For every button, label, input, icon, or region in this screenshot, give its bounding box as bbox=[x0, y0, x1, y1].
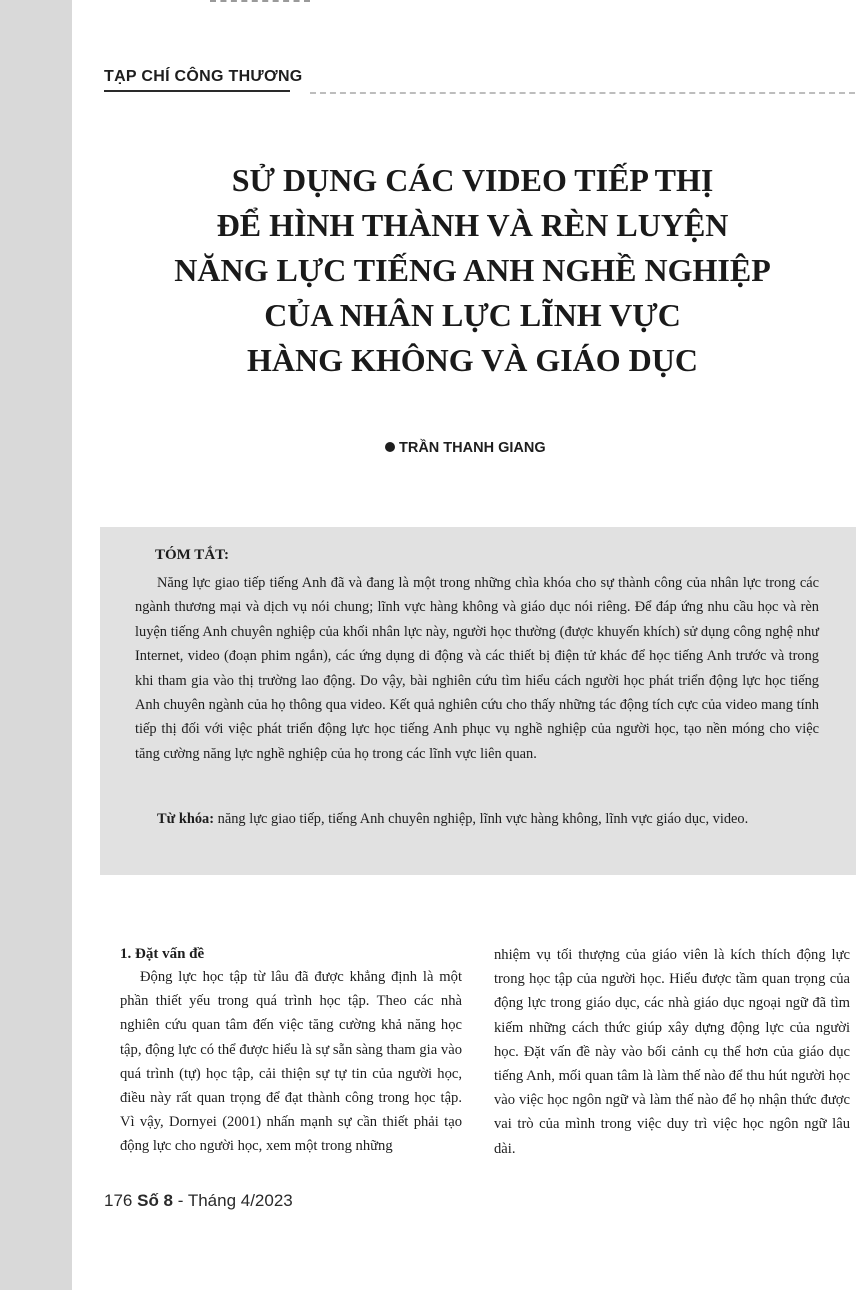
issue-date: Tháng 4/2023 bbox=[187, 1191, 293, 1210]
body-column-right: nhiệm vụ tối thượng của giáo viên là kích thích động lực trong học tập của người học. Hiểu được tầm quan trọng của động lực trong giáo dục, các nhà giáo dục ngoại ngữ đã tìm kiếm những cách thức giúp xây dựng động lực của người học. Đặt vấn đề này vào bối cảnh cụ thể hơn của giáo dục tiếng Anh, mối quan tâm là làm thế nào để thu hút người học vào việc học ngôn ngữ và làm thế nào để họ nhận thức được vai trò của mình trong việc duy trì việc học ngôn ngữ lâu dài. bbox=[494, 947, 850, 1157]
footer-separator: - bbox=[173, 1191, 188, 1210]
keywords-paragraph bbox=[135, 807, 819, 831]
keywords-label: Từ khóa: bbox=[157, 811, 215, 827]
title-line: SỬ DỤNG CÁC VIDEO TIẾP THỊ bbox=[231, 162, 714, 198]
article-title bbox=[120, 158, 825, 383]
abstract-text: Năng lực giao tiếp tiếng Anh đã và đang là một trong những chìa khóa cho sự thành công của nhân lực trong các ngành thương mại và dịch vụ nói chung; lĩnh vực hàng không và giáo dục nói riêng. Để đáp ứng nhu cầu học và rèn luyện tiếng Anh chuyên nghiệp của khối nhân lực này, người học thường (được khuyến khích) sử dụng công nghệ như Internet, video (đoạn phim ngắn), các ứng dụng di động và các thiết bị điện tử khác để học tiếng Anh trước và trong khi tham gia vào thị trường lao động. Do vậy, bài nghiên cứu tìm hiểu cách người học phát triển động lực học tiếng Anh chuyên ngành của họ thông qua video. Kết quả nghiên cứu cho thấy những tác động tích cực của video mang tính tiếp thị đối với việc phát triển động lực học tiếng Anh phục vụ nghề nghiệp của người học, tạo nền móng cho việc tăng cường năng lực nghề nghiệp của họ trong các lĩnh vực liên quan. bbox=[135, 575, 819, 762]
keywords-text: năng lực giao tiếp, tiếng Anh chuyên nghiệp, lĩnh vực hàng không, lĩnh vực giáo dục, video. bbox=[217, 811, 749, 827]
bullet-icon bbox=[385, 442, 395, 452]
title-line: CỦA NHÂN LỰC LĨNH VỰC bbox=[264, 297, 681, 333]
title-line: ĐỂ HÌNH THÀNH VÀ RÈN LUYỆN bbox=[216, 207, 729, 243]
journal-name: TẠP CHÍ CÔNG THƯƠNG bbox=[104, 68, 303, 85]
page-number: 176 bbox=[104, 1191, 133, 1210]
gray-side-strip bbox=[0, 0, 72, 1290]
title-line: NĂNG LỰC TIẾNG ANH NGHỀ NGHIỆP bbox=[174, 252, 771, 288]
body-column-left: Động lực học tập từ lâu đã được khẳng định là một phần thiết yếu trong quá trình học tập. Theo các nhà nghiên cứu quan tâm đến việc tăng cường khả năng học tập, động lực có thể được hiểu là sự sẵn sàng tham gia vào quá trình (tự) học tập, cải thiện sự tự tin của người học, điều này rất quan trọng để đạt thành công trong học tập. Vì vậy, Dornyei (2001) nhấn mạnh sự cần thiết phải tạo động lực cho người học, xem một trong những bbox=[120, 969, 462, 1155]
header-dashed-rule bbox=[310, 92, 855, 94]
top-dash-decoration bbox=[210, 0, 310, 2]
header-rule bbox=[104, 90, 290, 92]
issue-number: Số 8 bbox=[137, 1191, 174, 1210]
section-heading: 1. Đặt vấn đề bbox=[120, 946, 205, 962]
author-line bbox=[385, 440, 546, 456]
author-name: TRẦN THANH GIANG bbox=[399, 440, 546, 456]
abstract-label: TÓM TẮT: bbox=[155, 547, 230, 563]
page-footer bbox=[104, 1191, 293, 1211]
title-line: HÀNG KHÔNG VÀ GIÁO DỤC bbox=[247, 342, 698, 378]
